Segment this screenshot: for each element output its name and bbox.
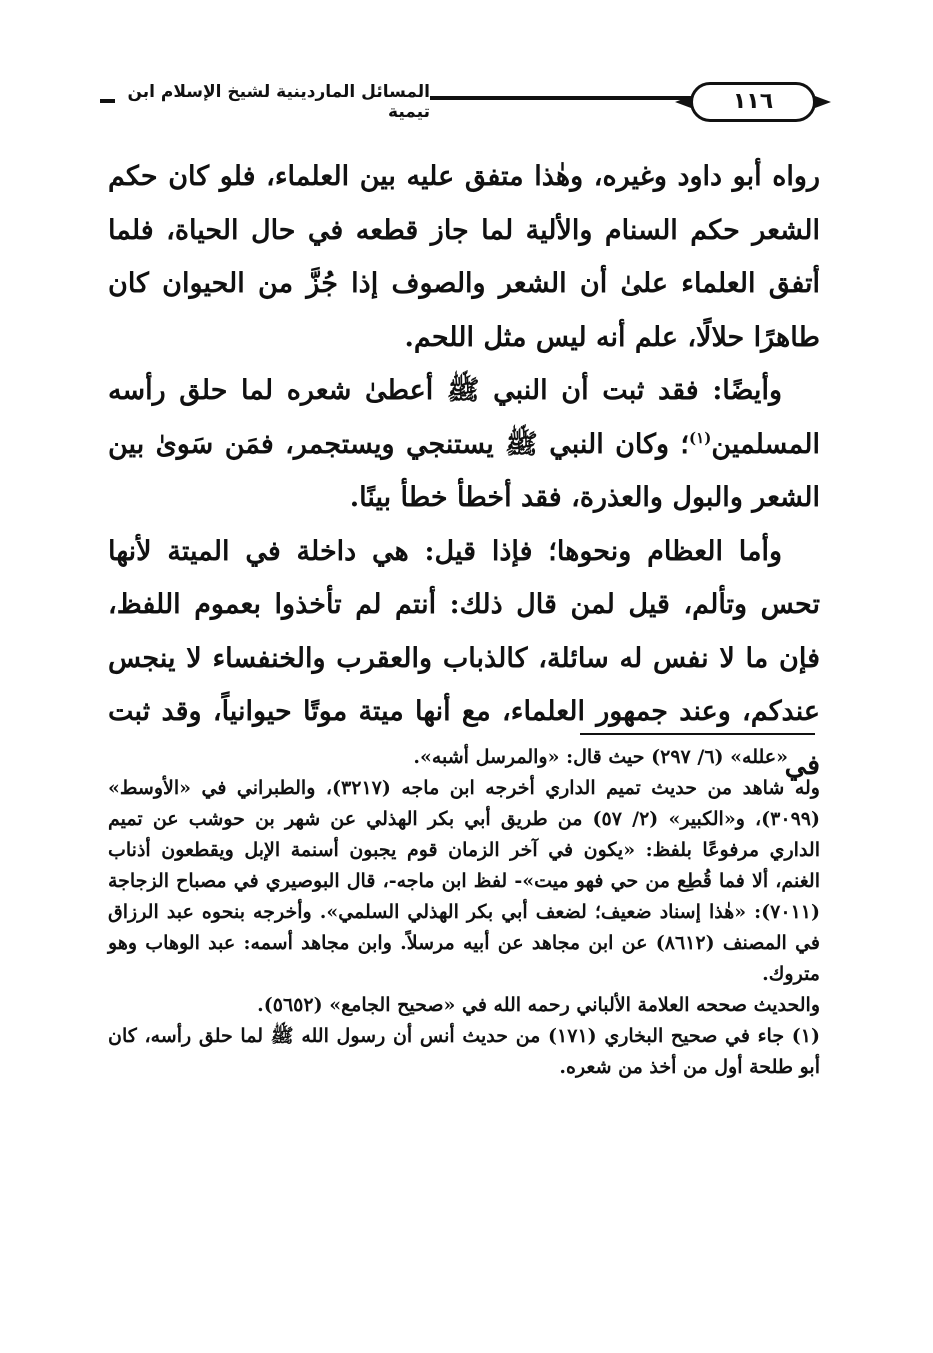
- paragraph-2-part-a: وأيضًا: فقد ثبت أن النبي ﷺ أعطىٰ شعره لما حلق رأسه المسلمين: [108, 375, 820, 460]
- paragraph-2: [108, 364, 820, 525]
- footnote-witness: وله شاهد من حديث تميم الداري أخرجه ابن ماجه (٣٢١٧)، والطبراني في «الأوسط» (٣٠٩٩)، و«الكبير» (٢/ ٥٧) من طريق أبي بكر الهذلي عن شهر بن حوشب عن تميم الداري مرفوعًا بلفظ: «يكون في آخر الزمان قوم يجبون أسنمة الإبل ويقطعون أذناب الغنم، ألا فما قُطِع من حي فهو ميت»- لفظ ابن ماجه-، قال البوصيري في مصباح الزجاجة (٧٠١١): «هٰذا إسناد ضعيف؛ لضعف أبي بكر الهذلي السلمي». وأخرجه بنحوه عبد الرزاق في المصنف (٨٦١٢) عن ابن مجاهد عن أبيه مرسلاً. وابن مجاهد أسمه: عبد الوهاب وهو متروك.: [108, 777, 820, 985]
- book-title: المسائل الماردينية لشيخ الإسلام ابن تيمية: [127, 82, 430, 122]
- paragraph-2-part-b: ؛ وكان النبي ﷺ يستنجي ويستجمر، فمَن سَوىٰ بين الشعر والبول والعذرة، فقد أخطأ خطأ بينًا.: [108, 428, 820, 513]
- footnote-continuation: «علله» (٦/ ٢٩٧) حيث قال: «والمرسل أشبه».: [413, 746, 788, 768]
- page-number-badge: [690, 82, 816, 122]
- header-rule-left: [100, 99, 115, 103]
- footnote-ref-1[interactable]: (١): [689, 428, 712, 447]
- main-text: [108, 150, 820, 792]
- footnote-1: (١) جاء في صحيح البخاري (١٧١) من حديث أنس أن رسول الله ﷺ لما حلق رأسه، كان أبو طلحة أول من أخذ من شعره.: [108, 1025, 820, 1078]
- footnote-authentication: والحديث صححه العلامة الألباني رحمه الله في «صحيح الجامع» (٥٦٥٢).: [257, 994, 820, 1016]
- paragraph-1: رواه أبو داود وغيره، وهٰذا متفق عليه بين العلماء، فلو كان حكم الشعر حكم السنام والألية لما جاز قطعه في حال الحياة، فلما أتفق العلماء علىٰ أن الشعر والصوف إذا جُزَّ من الحيوان كان طاهرًا حلالًا، علم أنه ليس مثل اللحم.: [108, 161, 820, 353]
- page-header: [100, 72, 820, 130]
- page-number: ١١٦: [732, 89, 774, 114]
- footnotes: [108, 742, 820, 1083]
- footnote-separator: [580, 733, 815, 735]
- paragraph-3: وأما العظام ونحوها؛ فإذا قيل: هي داخلة في الميتة لأنها تحس وتألم، قيل لمن قال ذلك: أنتم لم تأخذوا بعموم اللفظ، فإن ما لا نفس له سائلة، كالذباب والعقرب والخنفساء لا ينجس عندكم، وعند جمهور العلماء، مع أنها ميتة موتًا حيوانياً، وقد ثبت في: [108, 535, 820, 781]
